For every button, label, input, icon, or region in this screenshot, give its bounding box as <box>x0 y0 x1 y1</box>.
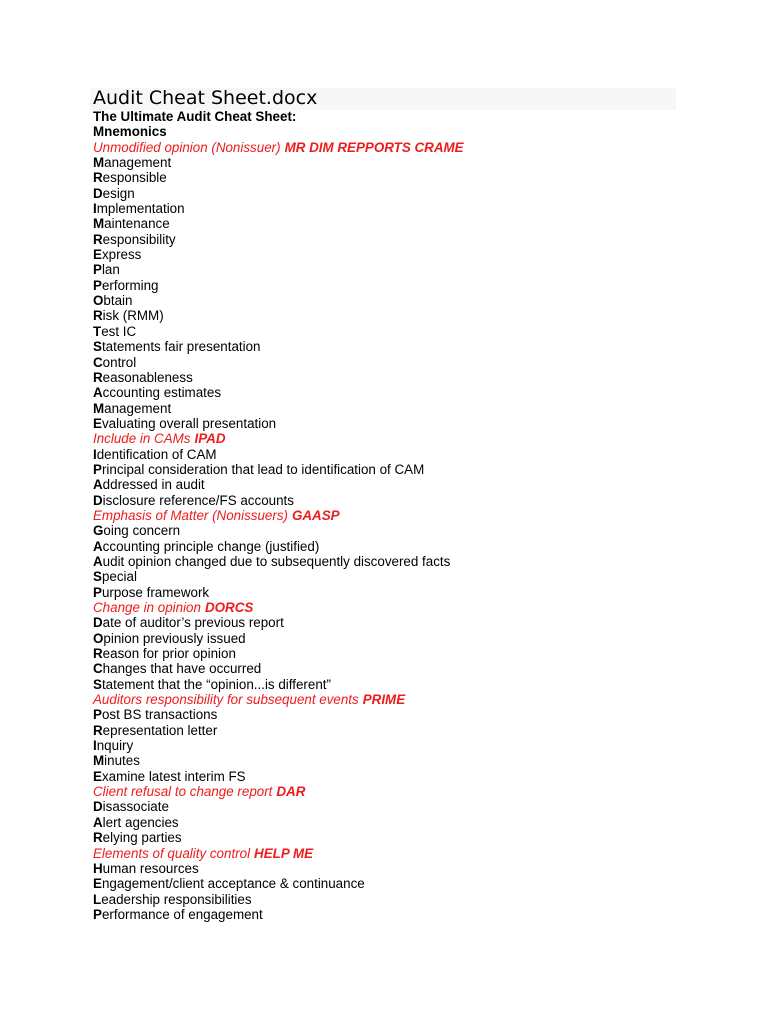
mnemonic-item <box>93 262 693 277</box>
mnemonic-item <box>93 308 693 323</box>
item-initial: D <box>93 615 103 631</box>
item-initial: H <box>93 860 103 876</box>
mnemonic-item <box>93 646 693 661</box>
item-initial: C <box>93 661 103 677</box>
mnemonic-item <box>93 661 693 676</box>
item-text: anagement <box>104 400 172 416</box>
mnemonic-item <box>93 247 693 262</box>
item-text: ost BS transactions <box>101 707 218 723</box>
mnemonic-item <box>93 232 693 247</box>
item-initial: P <box>93 906 102 922</box>
mnemonic-item <box>93 416 693 431</box>
mnemonic-item <box>93 585 693 600</box>
mnemonic-heading <box>93 600 693 615</box>
item-initial: E <box>93 247 102 263</box>
item-initial: O <box>93 630 104 646</box>
item-text: lan <box>101 262 120 278</box>
mnemonic-item <box>93 339 693 354</box>
item-text: eadership responsibilities <box>101 891 252 907</box>
item-text: easonableness <box>102 369 193 385</box>
item-initial: A <box>93 814 103 830</box>
item-initial: E <box>93 768 102 784</box>
mnemonic-item <box>93 462 693 477</box>
mnemonic-item <box>93 569 693 584</box>
mnemonic-heading <box>93 508 693 523</box>
mnemonic-category: Change in opinion <box>93 600 201 615</box>
mnemonic-category: Auditors responsibility for subsequent events <box>93 692 359 708</box>
item-text: pecial <box>101 569 137 585</box>
item-initial: A <box>93 477 103 493</box>
item-text: valuating overall presentation <box>101 415 277 431</box>
mnemonic-item <box>93 523 693 538</box>
mnemonic-group <box>93 846 693 923</box>
item-text: uman resources <box>102 860 199 876</box>
mnemonic-item <box>93 554 693 569</box>
item-initial: P <box>93 461 102 477</box>
mnemonic-item <box>93 830 693 845</box>
mnemonic-acronym: HELP ME <box>254 845 314 861</box>
item-initial: P <box>93 262 102 278</box>
mnemonic-item <box>93 631 693 646</box>
mnemonic-item <box>93 186 693 201</box>
mnemonic-group <box>93 784 693 845</box>
mnemonic-category: Include in CAMs <box>93 431 191 447</box>
mnemonic-item <box>93 324 693 339</box>
mnemonic-item <box>93 815 693 830</box>
mnemonic-item <box>93 615 693 630</box>
item-initial: M <box>93 753 105 769</box>
item-initial: A <box>93 553 103 569</box>
item-text: tatement that the “opinion...is different” <box>101 676 331 692</box>
item-initial: M <box>93 155 105 171</box>
item-initial: S <box>93 339 102 355</box>
mnemonic-item <box>93 753 693 768</box>
item-initial: P <box>93 277 102 293</box>
mnemonic-acronym: PRIME <box>362 692 406 708</box>
item-text: btain <box>103 293 133 309</box>
item-text: isassociate <box>102 799 169 815</box>
item-text: xpress <box>101 247 142 263</box>
item-text: erformance of engagement <box>101 906 263 922</box>
mnemonic-category: Client refusal to change report <box>93 784 273 800</box>
section-heading: Mnemonics <box>93 124 167 140</box>
item-initial: E <box>93 876 102 892</box>
item-initial: T <box>93 323 102 339</box>
mnemonic-acronym: GAASP <box>291 507 340 523</box>
mnemonic-item <box>93 799 693 814</box>
mnemonic-category: Emphasis of Matter (Nonissuers) <box>93 507 288 523</box>
mnemonic-acronym: MR DIM REPPORTS CRAME <box>284 139 464 155</box>
item-initial: A <box>93 385 103 401</box>
item-text: esponsible <box>102 170 167 186</box>
item-text: esponsibility <box>102 231 176 247</box>
mnemonic-item <box>93 738 693 753</box>
mnemonic-acronym: DORCS <box>204 600 254 615</box>
mnemonic-acronym: DAR <box>276 784 306 800</box>
document-body <box>93 109 693 922</box>
item-text: rincipal consideration that lead to identification of CAM <box>101 461 425 477</box>
mnemonic-group <box>93 140 693 432</box>
item-text: ccounting estimates <box>102 385 222 401</box>
item-text: inutes <box>104 753 140 769</box>
item-text: elying parties <box>102 830 182 846</box>
item-initial: C <box>93 354 103 370</box>
item-text: pinion previously issued <box>103 630 246 646</box>
item-initial: R <box>93 830 103 846</box>
mnemonic-item <box>93 201 693 216</box>
mnemonic-item <box>93 707 693 722</box>
item-initial: L <box>93 891 102 907</box>
mnemonic-item <box>93 477 693 492</box>
item-text: ate of auditor’s previous report <box>102 615 284 631</box>
item-initial: R <box>93 722 103 738</box>
mnemonic-item <box>93 493 693 508</box>
item-initial: O <box>93 293 104 309</box>
item-initial: I <box>93 201 97 217</box>
mnemonic-item <box>93 892 693 907</box>
item-text: ddressed in audit <box>102 477 205 493</box>
item-text: urpose framework <box>101 584 210 600</box>
item-initial: R <box>93 369 103 385</box>
item-initial: R <box>93 231 103 247</box>
mnemonic-item <box>93 677 693 692</box>
mnemonic-group <box>93 508 693 600</box>
item-text: eason for prior opinion <box>102 646 236 662</box>
mnemonic-group <box>93 692 693 784</box>
item-text: est IC <box>101 323 137 339</box>
item-initial: E <box>93 415 102 431</box>
item-initial: M <box>93 400 105 416</box>
item-text: tatements fair presentation <box>101 339 261 355</box>
item-text: ngagement/client acceptance & continuance <box>101 876 365 892</box>
main-heading: The Ultimate Audit Cheat Sheet: <box>93 109 297 124</box>
item-text: oing concern <box>103 523 181 539</box>
mnemonic-item <box>93 723 693 738</box>
item-text: dentification of CAM <box>96 446 217 462</box>
mnemonic-heading <box>93 431 693 446</box>
mnemonic-item <box>93 447 693 462</box>
item-initial: M <box>93 216 105 232</box>
item-text: hanges that have occurred <box>102 661 262 677</box>
document-title: Audit Cheat Sheet.docx <box>93 87 318 109</box>
mnemonic-item <box>93 876 693 891</box>
item-initial: P <box>93 707 102 723</box>
item-text: ccounting principle change (justified) <box>102 538 320 554</box>
item-initial: P <box>93 584 102 600</box>
mnemonic-category: Unmodified opinion (Nonissuer) <box>93 139 281 155</box>
mnemonic-item <box>93 401 693 416</box>
item-text: lert agencies <box>102 814 179 830</box>
item-initial: R <box>93 646 103 662</box>
item-initial: A <box>93 538 103 554</box>
mnemonic-item <box>93 907 693 922</box>
item-initial: R <box>93 308 103 324</box>
mnemonic-acronym: IPAD <box>194 431 226 447</box>
item-initial: D <box>93 799 103 815</box>
mnemonic-item <box>93 539 693 554</box>
mnemonic-item <box>93 155 693 170</box>
mnemonic-item <box>93 216 693 231</box>
item-text: mplementation <box>96 201 185 217</box>
item-text: anagement <box>104 155 172 171</box>
mnemonic-heading <box>93 784 693 799</box>
item-text: xamine latest interim FS <box>101 768 246 784</box>
item-initial: I <box>93 738 97 754</box>
mnemonic-item <box>93 278 693 293</box>
mnemonic-item <box>93 769 693 784</box>
mnemonic-category: Elements of quality control <box>93 845 251 861</box>
mnemonic-groups <box>93 140 693 923</box>
item-text: erforming <box>101 277 159 293</box>
mnemonic-item <box>93 355 693 370</box>
mnemonic-heading <box>93 140 693 155</box>
mnemonic-group <box>93 600 693 692</box>
mnemonic-item <box>93 293 693 308</box>
item-text: isclosure reference/FS accounts <box>102 492 294 508</box>
mnemonic-heading <box>93 692 693 707</box>
mnemonic-item <box>93 370 693 385</box>
item-initial: G <box>93 523 104 539</box>
item-text: esign <box>102 185 135 201</box>
item-text: isk (RMM) <box>102 308 164 324</box>
item-text: nquiry <box>96 738 134 754</box>
item-initial: I <box>93 446 97 462</box>
item-text: epresentation letter <box>102 722 218 738</box>
mnemonic-group <box>93 431 693 508</box>
item-initial: S <box>93 569 102 585</box>
mnemonic-item <box>93 385 693 400</box>
mnemonic-item <box>93 861 693 876</box>
mnemonic-heading <box>93 846 693 861</box>
mnemonic-item <box>93 170 693 185</box>
item-text: udit opinion changed due to subsequently discovered facts <box>102 553 451 569</box>
item-initial: D <box>93 492 103 508</box>
item-initial: D <box>93 185 103 201</box>
item-initial: R <box>93 170 103 186</box>
item-initial: S <box>93 676 102 692</box>
item-text: aintenance <box>104 216 170 232</box>
item-text: ontrol <box>102 354 137 370</box>
